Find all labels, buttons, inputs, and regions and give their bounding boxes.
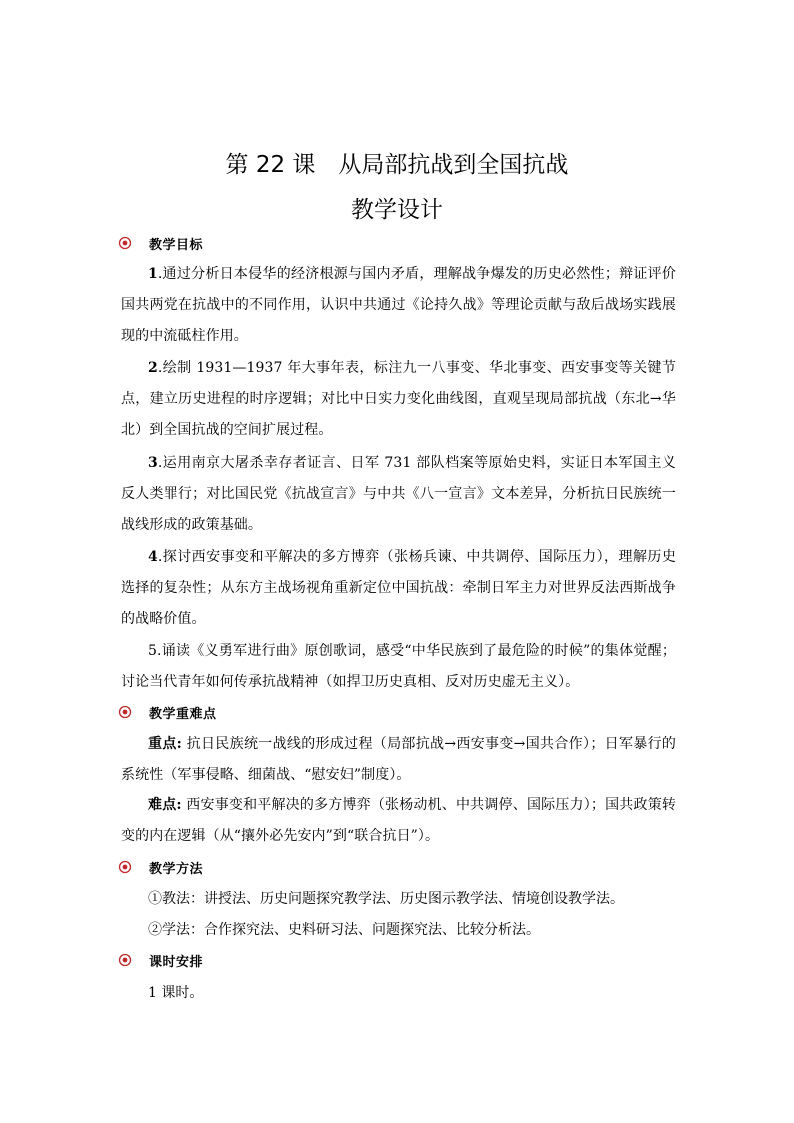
learning-method: ②学法：合作探究法、史料研习法、问题探究法、比较分析法。 — [148, 922, 540, 938]
key-point-difficulty — [121, 790, 676, 852]
document-title: 第 22 课 从局部抗战到全国抗战 — [225, 152, 569, 178]
objective-number: 1 — [148, 266, 158, 282]
section-heading-methods — [118, 856, 203, 878]
schedule-text: 1 课时。 — [148, 985, 204, 1001]
objective-item-5 — [121, 636, 676, 698]
document-subtitle: 教学设计 — [351, 197, 443, 223]
objective-item-4 — [121, 542, 676, 635]
focus-text: 抗日民族统一战线的形成过程（局部抗战→西安事变→国共合作）；日军暴行的系统性（军事侵略、细菌战、“慰安妇”制度）。 — [121, 736, 676, 783]
section-heading-schedule — [118, 949, 203, 971]
target-bullet-icon — [118, 705, 132, 719]
difficulty-text: 西安事变和平解决的多方博弈（张杨动机、中共调停、国际压力）；国共政策转变的内在逻辑（从“攘外必先安内”到“联合抗日”）。 — [121, 797, 676, 844]
focus-label: 重点: — [148, 736, 182, 752]
objective-text: .通过分析日本侵华的经济根源与国内矛盾，理解战争爆发的历史必然性；辩证评价国共两党在抗战中的不同作用，认识中共通过《论持久战》等理论贡献与敌后战场实践展现的中流砥柱作用。 — [121, 266, 676, 344]
objective-number: 4 — [148, 549, 158, 565]
section-heading-text: 教学重难点 — [149, 706, 217, 722]
target-bullet-icon — [118, 236, 132, 250]
objective-item-2 — [121, 353, 676, 446]
difficulty-label: 难点: — [148, 797, 182, 813]
section-heading-text: 教学目标 — [149, 237, 204, 253]
objective-text: 5.诵读《义勇军进行曲》原创歌词，感受“中华民族到了最危险的时候”的集体觉醒；讨论当代青年如何传承抗战精神（如捍卫历史真相、反对历史虚无主义）。 — [121, 643, 676, 690]
objective-number: 3 — [148, 455, 158, 471]
objective-number: 2 — [148, 360, 158, 376]
target-bullet-icon — [118, 860, 132, 874]
target-bullet-icon — [118, 953, 132, 967]
objective-item-1 — [121, 259, 676, 352]
objective-text: .运用南京大屠杀幸存者证言、日军 731 部队档案等原始史料，实证日本军国主义反人类罪行；对比国民党《抗战宣言》与中共《八一宣言》文本差异，分析抗日民族统一战线形成的政策基础。 — [121, 455, 676, 533]
key-point-focus — [121, 729, 676, 791]
section-heading-text: 课时安排 — [149, 954, 204, 970]
section-heading-text: 教学方法 — [149, 861, 204, 877]
objective-item-3 — [121, 448, 676, 541]
objective-text: .探讨西安事变和平解决的多方博弈（张杨兵谏、中共调停、国际压力），理解历史选择的复杂性；从东方主战场视角重新定位中国抗战：牵制日军主力对世界反法西斯战争的战略价值。 — [121, 549, 676, 627]
section-heading-key-points — [118, 701, 217, 723]
objective-text: .绘制 1931—1937 年大事年表，标注九一八事变、华北事变、西安事变等关键节点，建立历史进程的时序逻辑；对比中日实力变化曲线图，直观呈现局部抗战（东北→华北）到全国抗战的空间扩展过程。 — [121, 360, 676, 438]
teaching-method: ①教法：讲授法、历史问题探究教学法、历史图示教学法、情境创设教学法。 — [148, 891, 624, 907]
section-heading-objectives — [118, 232, 203, 254]
